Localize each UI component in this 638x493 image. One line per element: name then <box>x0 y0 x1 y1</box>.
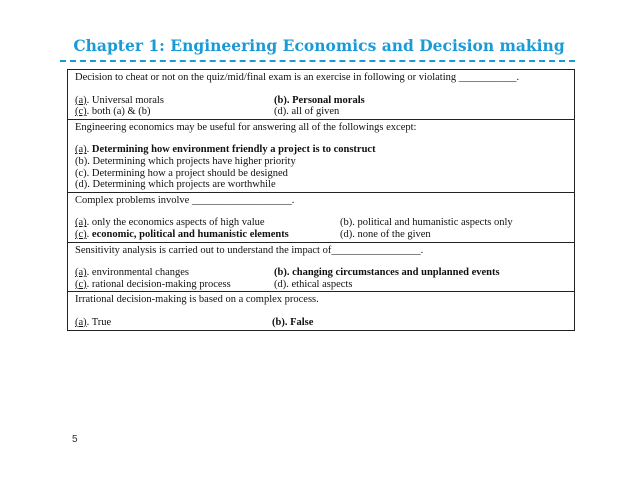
q4-option-d: (d). ethical aspects <box>274 278 353 290</box>
q2-option-d: (d). Determining which projects are worthwhile <box>75 179 276 191</box>
question-4 <box>68 243 574 293</box>
question-5-stem: Irrational decision-making is based on a complex process. <box>75 294 319 306</box>
q3-option-c: (c). economic, political and humanistic elements <box>75 228 289 240</box>
option-row <box>75 229 568 241</box>
q2-option-a: (a). Determining how environment friendly a project is to construct <box>75 144 376 156</box>
q3-option-a: (a). only the economics aspects of high value <box>75 217 265 229</box>
q1-option-d: (d). all of given <box>274 106 340 118</box>
question-1 <box>68 70 574 120</box>
question-table <box>67 69 575 331</box>
q1-option-b: (b). Personal morals <box>274 94 365 106</box>
q4-option-c: (c). rational decision-making process <box>75 278 231 290</box>
q1-option-a: (a). Universal morals <box>75 94 164 106</box>
q4-option-a: (a). environmental changes <box>75 267 189 279</box>
question-5 <box>68 292 574 330</box>
option-row <box>75 217 568 229</box>
option-row <box>75 317 568 329</box>
question-3 <box>68 193 574 243</box>
option-row <box>75 106 568 118</box>
question-2-stem: Engineering economics may be useful for answering all of the followings except: <box>75 121 417 133</box>
option-row <box>75 267 568 279</box>
option-row <box>75 95 568 107</box>
q2-option-b: (b). Determining which projects have higher priority <box>75 155 296 167</box>
page-number: 5 <box>72 434 78 445</box>
q5-option-a: (a). True <box>75 316 112 328</box>
question-3-stem: Complex problems involve ___________________. <box>75 194 295 206</box>
q4-option-b: (b). changing circumstances and unplanned events <box>274 267 500 279</box>
option-row <box>75 279 568 291</box>
question-1-stem: Decision to cheat or not on the quiz/mid/final exam is an exercise in following or violating ___________. <box>75 72 520 83</box>
q5-option-b: (b). False <box>272 316 314 328</box>
q1-option-c: (c). both (a) & (b) <box>75 106 151 118</box>
question-2 <box>68 120 574 193</box>
q3-option-d: (d). none of the given <box>340 228 431 240</box>
question-4-stem: Sensitivity analysis is carried out to understand the impact of_________________. <box>75 244 424 256</box>
title-dashed-divider <box>60 60 575 62</box>
q2-option-c: (c). Determining how a project should be designed <box>75 167 288 179</box>
page-title: Chapter 1: Engineering Economics and Decision making <box>73 36 565 55</box>
q3-option-b: (b). political and humanistic aspects only <box>340 217 513 229</box>
